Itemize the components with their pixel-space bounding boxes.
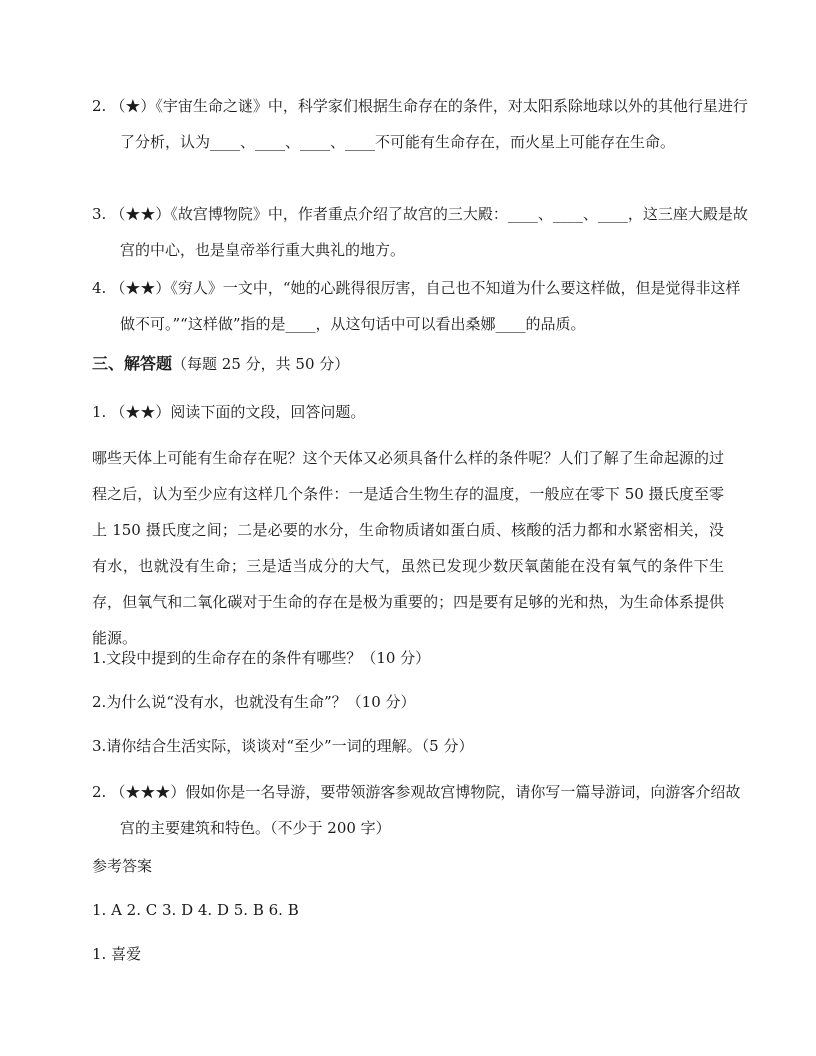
- sub-question-3: 3.请你结合生活实际，谈谈对“至少”一词的理解。（5 分）: [92, 737, 474, 755]
- question-number: 2.: [92, 97, 107, 115]
- sub-question-1: 1.文段中提到的生命存在的条件有哪些？（10 分）: [92, 649, 431, 667]
- question-text: （★★）《穷人》一文中，“她的心跳得很厉害，自己也不知道为什么要这样做，但是觉得非这样做不可。”“这样做”指的是____，从这句话中可以看出桑娜____的品质。: [110, 279, 741, 333]
- question-fill-3: [92, 196, 752, 268]
- reading-passage: 哪些天体上可能有生命存在呢？这个天体又必须具备什么样的条件呢？人们了解了生命起源的过程之后，认为至少应有这样几个条件：一是适合生物生存的温度，一般应在零下 50 摄氏度至零上 150 摄氏度之间；二是必要的水分，生命物质诸如蛋白质、核酸的活力都和水紧密相关，没有水，也就没有生命；三是适当成分的大气，虽然已发现少数厌氧菌能在没有氧气的条件下生存，但氧气和二氧化碳对于生命的存在是极为重要的；四是要有足够的光和热，为生命体系提供能源。: [92, 449, 724, 647]
- question-text: （★★）阅读下面的文段，回答问题。: [110, 403, 366, 421]
- question-fill-4: [92, 270, 752, 342]
- answers-line-1: 1. A 2. C 3. D 4. D 5. B 6. B: [92, 901, 299, 919]
- answers-line-2: 1. 喜爱: [92, 945, 142, 963]
- question-number: 1.: [92, 403, 107, 421]
- section-note: （每题 25 分，共 50 分）: [172, 355, 350, 373]
- section-title: 三、解答题: [92, 354, 173, 373]
- question-1-prompt: [92, 394, 724, 430]
- question-text: （★★）《故宫博物院》中，作者重点介绍了故宫的三大殿：____、____、____，这三座大殿是故宫的中心，也是皇帝举行重大典礼的地方。: [110, 205, 748, 259]
- question-fill-2: [92, 88, 752, 160]
- question-number: 3.: [92, 205, 107, 223]
- question-number: 4.: [92, 279, 107, 297]
- question-text: （★）《宇宙生命之谜》中，科学家们根据生命存在的条件，对太阳系除地球以外的其他行星进行了分析，认为____、____、____、____不可能有生命存在，而火星上可能存在生命。: [110, 97, 748, 151]
- answers-heading: 参考答案: [92, 857, 153, 875]
- question-2-essay: [92, 774, 752, 846]
- section-heading: [92, 346, 724, 382]
- question-number: 2.: [92, 783, 107, 801]
- question-text: （★★★）假如你是一名导游，要带领游客参观故宫博物院，请你写一篇导游词，向游客介绍故宫的主要建筑和特色。（不少于 200 字）: [110, 783, 741, 837]
- sub-question-2: 2.为什么说“没有水，也就没有生命”？（10 分）: [92, 693, 416, 711]
